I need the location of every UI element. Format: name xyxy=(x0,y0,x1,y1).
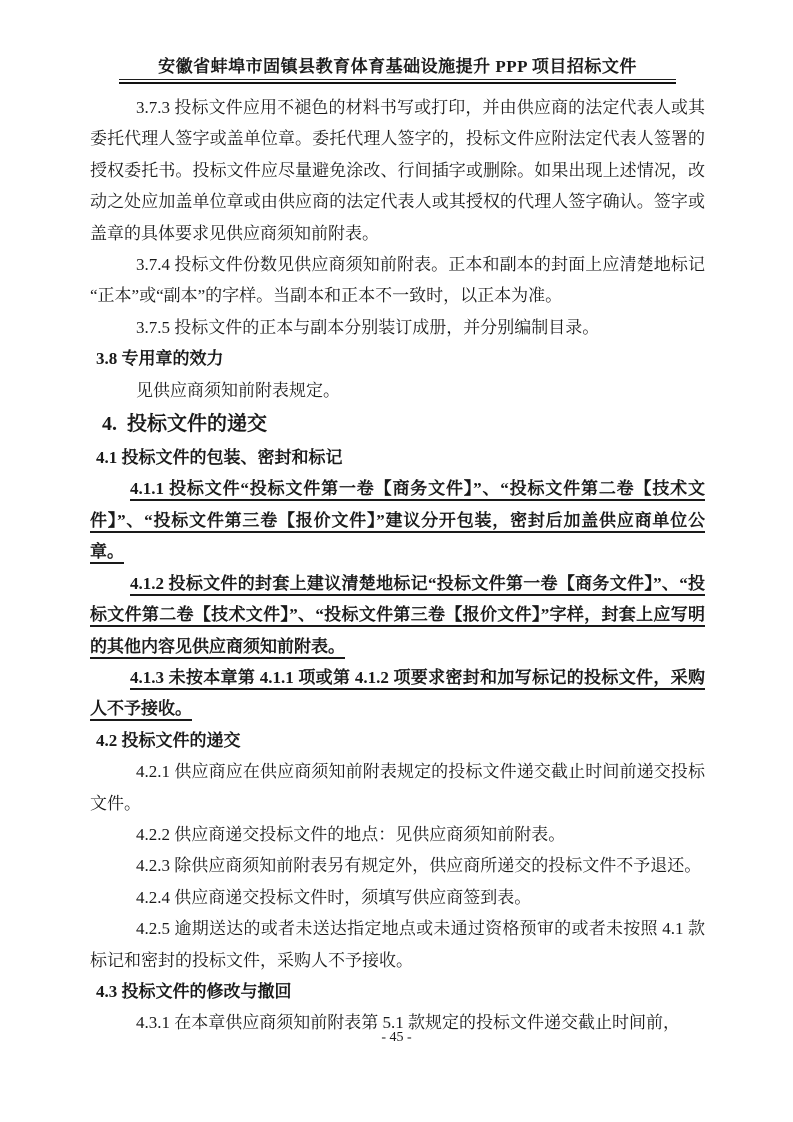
clause-4-1-2: 4.1.2 投标文件的封套上建议清楚地标记“投标文件第一卷【商务文件】”、“投标文件第二卷【技术文件】”、“投标文件第三卷【报价文件】”字样，封套上应写明的其他内容见供应商须知前附表。 xyxy=(90,573,705,656)
page-footer xyxy=(0,1030,793,1046)
clause-4-2-1: 4.2.1 供应商应在供应商须知前附表规定的投标文件递交截止时间前递交投标文件。 xyxy=(90,762,705,813)
header-rule xyxy=(119,79,676,84)
page-number: - 45 - xyxy=(381,1030,412,1045)
heading-4-1: 4.1 投标文件的包装、密封和标记 xyxy=(96,448,343,468)
clause-4-3-1: 4.3.1 在本章供应商须知前附表第 5.1 款规定的投标文件递交截止时间前， xyxy=(136,1013,680,1033)
clause-4-2-2: 4.2.2 供应商递交投标文件的地点：见供应商须知前附表。 xyxy=(136,824,566,844)
document-title: 安徽省蚌埠市固镇县教育体育基础设施提升 PPP 项目招标文件 xyxy=(158,57,637,76)
page-header xyxy=(90,56,705,84)
clause-4-2-4: 4.2.4 供应商递交投标文件时，须填写供应商签到表。 xyxy=(136,887,532,907)
clause-4-2-3: 4.2.3 除供应商须知前附表另有规定外，供应商所递交的投标文件不予退还。 xyxy=(136,856,702,876)
clause-4-2-5: 4.2.5 逾期送达的或者未送达指定地点或未通过资格预审的或者未按照 4.1 款标记和密封的投标文件，采购人不予接收。 xyxy=(90,919,705,970)
heading-4-2: 4.2 投标文件的递交 xyxy=(96,730,241,750)
clause-3-7-3: 3.7.3 投标文件应用不褪色的材料书写或打印，并由供应商的法定代表人或其委托代理人签字或盖单位章。委托代理人签字的，投标文件应附法定代表人签署的授权委托书。投标文件应尽量避免涂改、行间插字或删除。如果出现上述情况，改动之处应加盖单位章或由供应商的法定代表人或其授权的代理人签字确认。签字或盖章的具体要求见供应商须知前附表。 xyxy=(90,98,705,243)
heading-4: 4. 投标文件的递交 xyxy=(102,413,267,436)
clause-3-8-body: 见供应商须知前附表规定。 xyxy=(136,380,340,400)
clause-4-1-3: 4.1.3 未按本章第 4.1.1 项或第 4.1.2 项要求密封和加写标记的投标文件，采购人不予接收。 xyxy=(90,667,705,719)
document-body xyxy=(90,92,705,1039)
clause-4-1-1: 4.1.1 投标文件“投标文件第一卷【商务文件】”、“投标文件第二卷【技术文件】”、“投标文件第三卷【报价文件】”建议分开包装，密封后加盖供应商单位公章。 xyxy=(90,479,705,562)
heading-4-3: 4.3 投标文件的修改与撤回 xyxy=(96,981,292,1001)
clause-3-7-5: 3.7.5 投标文件的正本与副本分别装订成册，并分别编制目录。 xyxy=(136,317,600,337)
heading-3-8: 3.8 专用章的效力 xyxy=(96,349,224,369)
clause-3-7-4: 3.7.4 投标文件份数见供应商须知前附表。正本和副本的封面上应清楚地标记“正本”或“副本”的字样。当副本和正本不一致时，以正本为准。 xyxy=(90,255,705,306)
